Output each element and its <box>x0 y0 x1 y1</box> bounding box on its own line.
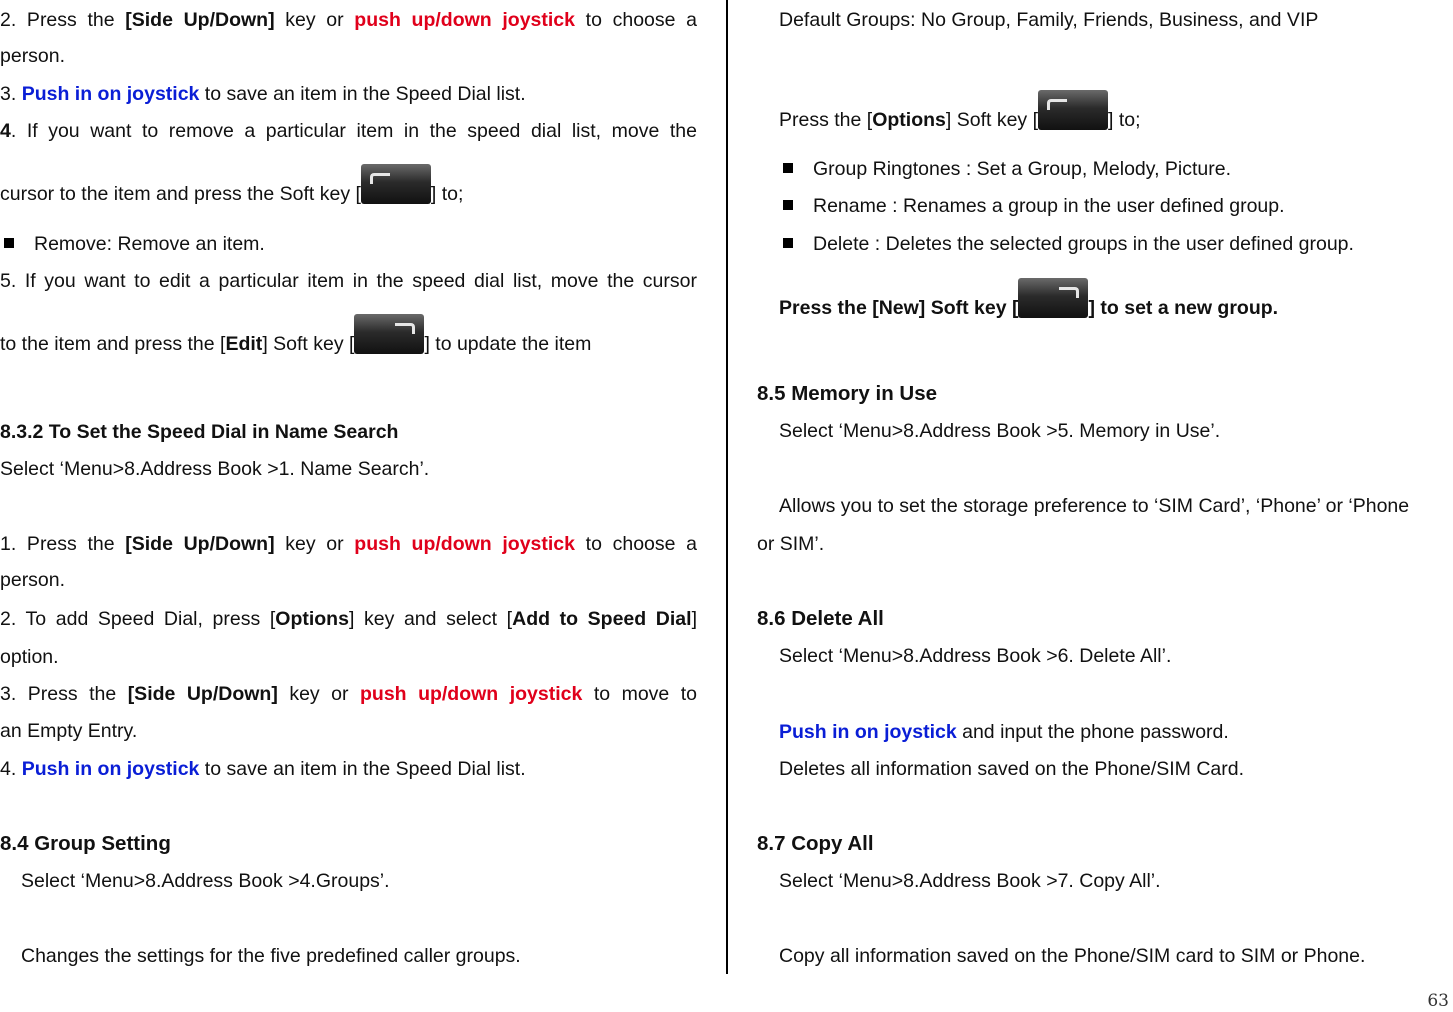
menu-path: Select ‘Menu>8.Address Book >4.Groups’. <box>21 870 390 892</box>
step-choose-person: 2. Press the [Side Up/Down] key or push up/down joystick to choose a <box>0 9 697 31</box>
text-line: option. <box>0 646 59 668</box>
text-line: Copy all information saved on the Phone/SIM card to SIM or Phone. <box>779 945 1366 967</box>
bullet-square-icon <box>4 238 14 248</box>
step-save-item-2: 4. Push in on joystick to save an item in the Speed Dial list. <box>0 758 526 780</box>
bullet-rename: Rename : Renames a group in the user defined group. <box>779 194 1285 218</box>
section-heading-8-5: 8.5 Memory in Use <box>757 382 938 405</box>
step-choose-person-2: 1. Press the [Side Up/Down] key or push up/down joystick to choose a <box>0 533 697 555</box>
bullet-delete: Delete : Deletes the selected groups in the user defined group. <box>779 232 1354 256</box>
text-line: or SIM’. <box>757 533 825 555</box>
right-soft-key-icon <box>1018 278 1088 318</box>
text-line: Deletes all information saved on the Phone/SIM Card. <box>779 758 1245 780</box>
menu-path: Select ‘Menu>8.Address Book >7. Copy All’. <box>779 870 1161 892</box>
bullet-group-ringtones: Group Ringtones : Set a Group, Melody, Picture. <box>779 157 1231 181</box>
step-save-item: 3. Push in on joystick to save an item in the Speed Dial list. <box>0 83 526 105</box>
bullet-square-icon <box>783 238 793 248</box>
menu-path: Select ‘Menu>8.Address Book >1. Name Search’. <box>0 458 430 480</box>
left-soft-key-icon <box>1038 90 1108 130</box>
text-line: Default Groups: No Group, Family, Friends, Business, and VIP <box>779 9 1319 31</box>
text-line: Allows you to set the storage preference to ‘SIM Card’, ‘Phone’ or ‘Phone <box>779 495 1410 517</box>
edit-soft-key-line: to the item and press the [Edit] Soft key [ ] to update the item <box>0 314 591 356</box>
new-soft-key-line: Press the [New] Soft key [ ] to set a new group. <box>779 278 1278 320</box>
soft-key-line: cursor to the item and press the Soft key [ ] to; <box>0 164 463 206</box>
text-line: an Empty Entry. <box>0 720 138 742</box>
column-divider <box>726 0 728 974</box>
text-line: person. <box>0 569 66 591</box>
step-edit-item: 5. If you want to edit a particular item in the speed dial list, move the cursor <box>0 270 697 292</box>
page-number: 63 <box>1427 991 1449 1011</box>
section-heading-8-4: 8.4 Group Setting <box>0 832 171 855</box>
text-line: Changes the settings for the five predefined caller groups. <box>21 945 521 967</box>
step-remove-item: 4. If you want to remove a particular item in the speed dial list, move the <box>0 120 697 142</box>
section-heading-8-7: 8.7 Copy All <box>757 832 874 855</box>
right-soft-key-icon <box>354 314 424 354</box>
text-line: person. <box>0 45 66 67</box>
menu-path: Select ‘Menu>8.Address Book >6. Delete All’. <box>779 645 1172 667</box>
step-move-empty: 3. Press the [Side Up/Down] key or push up/down joystick to move to <box>0 683 697 705</box>
options-soft-key-line: Press the [Options] Soft key [ ] to; <box>779 90 1141 132</box>
menu-path: Select ‘Menu>8.Address Book >5. Memory in Use’. <box>779 420 1221 442</box>
section-heading-8-6: 8.6 Delete All <box>757 607 884 630</box>
bullet-remove: Remove: Remove an item. <box>0 232 265 256</box>
left-soft-key-icon <box>361 164 431 204</box>
bullet-square-icon <box>783 200 793 210</box>
section-heading-8-3-2: 8.3.2 To Set the Speed Dial in Name Search <box>0 421 399 443</box>
step-password: Push in on joystick and input the phone password. <box>779 721 1229 743</box>
step-add-speed-dial: 2. To add Speed Dial, press [Options] key and select [Add to Speed Dial] <box>0 608 697 630</box>
bullet-square-icon <box>783 163 793 173</box>
